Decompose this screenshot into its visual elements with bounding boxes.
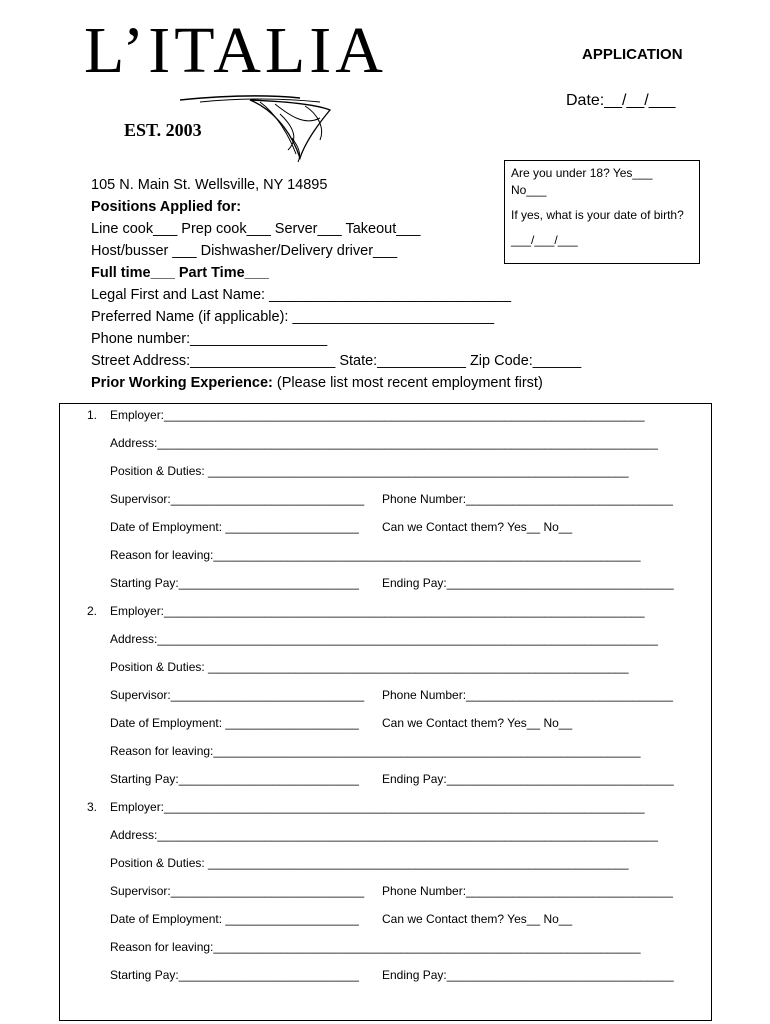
prior-experience-heading	[91, 375, 543, 391]
part-time-option[interactable]: Part Time___	[178, 265, 269, 281]
reason-leaving-field[interactable]: Reason for leaving:________________________________________________________________	[110, 744, 641, 758]
employer-number: 1.	[87, 408, 98, 422]
employer-field[interactable]: Employer:________________________________________________________________________	[110, 604, 645, 618]
supervisor-field[interactable]: Supervisor:_____________________________	[110, 884, 365, 898]
restaurant-address: 105 N. Main St. Wellsville, NY 14895	[91, 177, 328, 193]
starting-pay-field[interactable]: Starting Pay:___________________________	[110, 576, 359, 590]
preferred-name-field[interactable]: Preferred Name (if applicable): _________________________	[91, 309, 495, 325]
employer-address-field[interactable]: Address:___________________________________________________________________________	[110, 828, 658, 842]
dob-question: If yes, what is your date of birth?	[511, 208, 684, 222]
ending-pay-field[interactable]: Ending Pay:__________________________________	[382, 968, 674, 982]
logo-est: EST. 2003	[124, 120, 202, 140]
under-18-question[interactable]: Are you under 18? Yes___	[511, 166, 653, 180]
full-time-option[interactable]: Full time___	[91, 265, 175, 281]
phone-field[interactable]: Phone number:_________________	[91, 331, 328, 347]
positions-label: Positions Applied for:	[91, 199, 242, 215]
ending-pay-field[interactable]: Ending Pay:__________________________________	[382, 576, 674, 590]
prior-experience-note: (Please list most recent employment first)	[272, 375, 543, 391]
dob-field[interactable]: ___/___/___	[511, 233, 578, 247]
employer-phone-field[interactable]: Phone Number:_______________________________	[382, 492, 673, 506]
ending-pay-field[interactable]: Ending Pay:__________________________________	[382, 772, 674, 786]
supervisor-field[interactable]: Supervisor:_____________________________	[110, 688, 365, 702]
application-title: APPLICATION	[582, 46, 683, 63]
contact-permission[interactable]: Can we Contact them? Yes__ No__	[382, 716, 573, 730]
feather-icon	[180, 88, 340, 168]
logo-title: L’ITALIA	[84, 14, 387, 87]
position-duties-field[interactable]: Position & Duties: _______________________________________________________________	[110, 660, 629, 674]
street-address-field[interactable]: Street Address:__________________ State:___________ Zip Code:______	[91, 353, 582, 369]
employer-field[interactable]: Employer:________________________________________________________________________	[110, 408, 645, 422]
reason-leaving-field[interactable]: Reason for leaving:________________________________________________________________	[110, 548, 641, 562]
employer-address-field[interactable]: Address:___________________________________________________________________________	[110, 436, 658, 450]
employer-phone-field[interactable]: Phone Number:_______________________________	[382, 688, 673, 702]
legal-name-field[interactable]: Legal First and Last Name: ______________________________	[91, 287, 512, 303]
position-duties-field[interactable]: Position & Duties: _______________________________________________________________	[110, 464, 629, 478]
starting-pay-field[interactable]: Starting Pay:___________________________	[110, 968, 359, 982]
reason-leaving-field[interactable]: Reason for leaving:________________________________________________________________	[110, 940, 641, 954]
employment-type[interactable]	[91, 265, 269, 281]
position-duties-field[interactable]: Position & Duties: _______________________________________________________________	[110, 856, 629, 870]
positions-line-1[interactable]: Line cook___ Prep cook___ Server___ Takeout___	[91, 221, 421, 237]
application-date-field[interactable]: Date:__/__/___	[566, 92, 676, 109]
contact-permission[interactable]: Can we Contact them? Yes__ No__	[382, 520, 573, 534]
age-box	[504, 160, 700, 264]
employer-field[interactable]: Employer:________________________________________________________________________	[110, 800, 645, 814]
under-18-no[interactable]: No___	[511, 183, 547, 197]
employment-date-field[interactable]: Date of Employment: ____________________	[110, 716, 359, 730]
positions-line-2[interactable]: Host/busser ___ Dishwasher/Delivery driver___	[91, 243, 398, 259]
employer-address-field[interactable]: Address:___________________________________________________________________________	[110, 632, 658, 646]
employment-date-field[interactable]: Date of Employment: ____________________	[110, 520, 359, 534]
employer-number: 2.	[87, 604, 98, 618]
employment-date-field[interactable]: Date of Employment: ____________________	[110, 912, 359, 926]
employer-number: 3.	[87, 800, 98, 814]
supervisor-field[interactable]: Supervisor:_____________________________	[110, 492, 365, 506]
contact-permission[interactable]: Can we Contact them? Yes__ No__	[382, 912, 573, 926]
employer-phone-field[interactable]: Phone Number:_______________________________	[382, 884, 673, 898]
prior-experience-label: Prior Working Experience:	[91, 375, 273, 391]
starting-pay-field[interactable]: Starting Pay:___________________________	[110, 772, 359, 786]
